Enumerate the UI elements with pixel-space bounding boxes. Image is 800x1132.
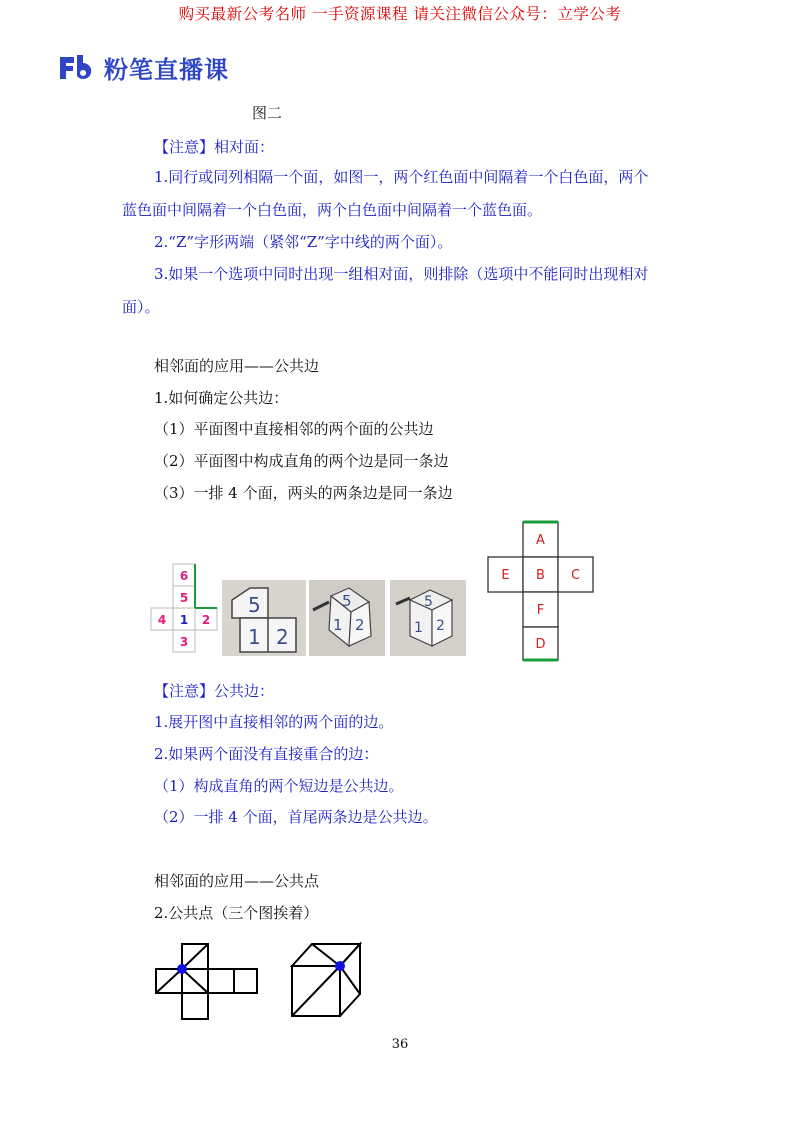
photo2-label-2: 2 bbox=[355, 616, 365, 634]
note1-item3-line1: 3.如果一个选项中同时出现一组相对面，则排除（选项中不能同时出现相对 bbox=[154, 265, 649, 283]
note2-item2: 2.如果两个面没有直接重合的边： bbox=[154, 745, 379, 763]
cube-net-letters bbox=[485, 518, 597, 664]
section-edge-item1: （1）平面图中直接相邻的两个面的公共边 bbox=[154, 420, 434, 438]
note1-item2: 2.“Z”字形两端（紧邻“Z”字中线的两个面）。 bbox=[154, 233, 453, 251]
net2-label-f: F bbox=[536, 603, 545, 618]
section-edge-item2: （2）平面图中构成直角的两个边是同一条边 bbox=[154, 452, 449, 470]
figure-caption: 图二 bbox=[252, 104, 283, 122]
net2-label-a: A bbox=[536, 533, 545, 548]
cube-net-numbers bbox=[145, 562, 223, 658]
fb-logo-icon bbox=[58, 53, 98, 81]
promo-banner: 购买最新公考名师 一手资源课程 请关注微信公众号：立学公考 bbox=[178, 5, 622, 23]
note1-title: 【注意】相对面： bbox=[154, 138, 275, 156]
photo2-label-5: 5 bbox=[342, 592, 352, 610]
net2-label-b: B bbox=[536, 568, 545, 583]
photo3-label-2: 2 bbox=[436, 618, 445, 634]
note1-item1-line2: 蓝色面中间隔着一个白色面，两个白色面中间隔着一个蓝色面。 bbox=[122, 201, 543, 219]
fold-photo-3 bbox=[390, 580, 466, 656]
logo-text: 粉笔直播课 bbox=[104, 55, 229, 84]
note1-item1-line1: 1.同行或同列相隔一个面，如图一，两个红色面中间隔着一个白色面，两个 bbox=[154, 168, 649, 186]
fold-photo-2 bbox=[309, 580, 385, 656]
net1-label-4: 4 bbox=[157, 613, 167, 627]
net1-label-6: 6 bbox=[179, 569, 189, 583]
cube-common-point bbox=[286, 936, 366, 1022]
photo3-label-5: 5 bbox=[424, 594, 433, 610]
net1-label-1: 1 bbox=[179, 613, 189, 627]
photo1-label-2: 2 bbox=[276, 625, 289, 649]
note1-item3-line2: 面）。 bbox=[122, 298, 160, 316]
fold-photo-1 bbox=[222, 580, 306, 656]
note2-item3: （1）构成直角的两个短边是公共边。 bbox=[154, 777, 404, 795]
section-edge-item3: （3）一排 4 个面，两头的两条边是同一条边 bbox=[154, 484, 453, 502]
net1-label-3: 3 bbox=[179, 635, 189, 649]
note2-title: 【注意】公共边： bbox=[154, 682, 275, 700]
page-number: 36 bbox=[391, 1037, 409, 1052]
net2-label-d: D bbox=[535, 637, 546, 652]
net-common-point bbox=[152, 940, 262, 1024]
net2-label-c: C bbox=[570, 568, 581, 583]
note2-item4: （2）一排 4 个面，首尾两条边是公共边。 bbox=[154, 808, 438, 826]
note2-item1: 1.展开图中直接相邻的两个面的边。 bbox=[154, 713, 394, 731]
section-point-heading: 相邻面的应用——公共点 bbox=[154, 872, 320, 890]
cube-common-point-marker bbox=[335, 961, 345, 971]
common-point-marker bbox=[177, 964, 187, 974]
section-point-sub: 2.公共点（三个图挨着） bbox=[154, 904, 319, 922]
photo1-label-5: 5 bbox=[248, 593, 261, 617]
net1-label-2: 2 bbox=[201, 613, 211, 627]
brand-logo bbox=[58, 50, 229, 84]
photo2-label-1: 1 bbox=[333, 616, 343, 634]
photo3-label-1: 1 bbox=[414, 620, 423, 636]
section-edge-heading: 相邻面的应用——公共边 bbox=[154, 357, 320, 375]
net2-label-e: E bbox=[501, 568, 510, 583]
section-edge-sub: 1.如何确定公共边： bbox=[154, 389, 289, 407]
photo1-label-1: 1 bbox=[248, 625, 261, 649]
net1-label-5: 5 bbox=[179, 591, 189, 605]
